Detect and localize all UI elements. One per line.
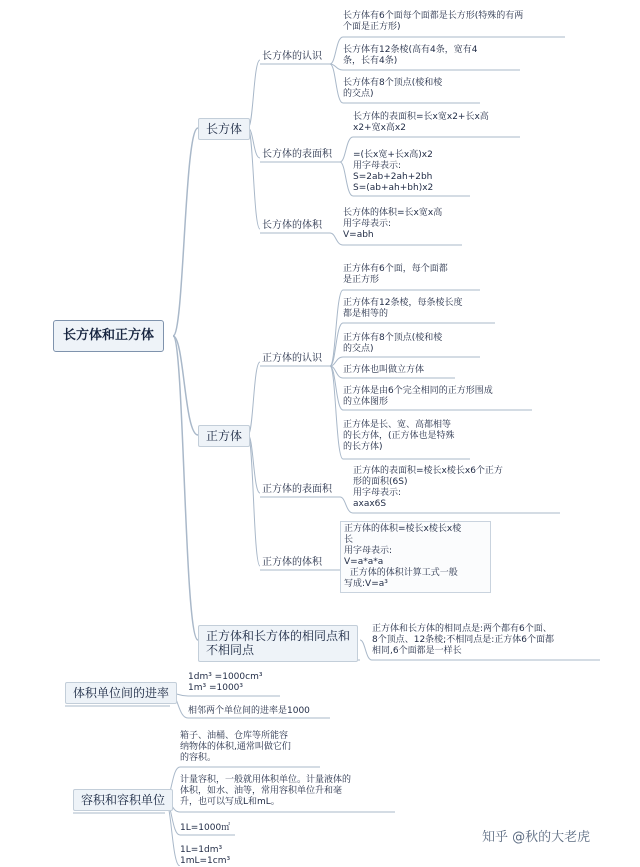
topic-cube[interactable]: 正方体 xyxy=(198,425,250,447)
leaf-note[interactable]: 1L=1dm³ 1mL=1cm³ xyxy=(180,845,231,866)
leaf-note[interactable]: 正方体和长方体的相同点是:两个都有6个面、 8个顶点、12条棱;不相同点是:正方体6个面都 相同,6个面都是一样长 xyxy=(372,624,554,656)
connector xyxy=(248,435,260,566)
root-topic[interactable]: 长方体和正方体 xyxy=(53,320,164,352)
leaf-note[interactable]: 长方体的表面积=长x宽x2+长x高 x2+宽x高x2 xyxy=(353,112,489,133)
leaf-note[interactable]: 长方体的体积=长x宽x高 用字母表示: V=abh xyxy=(343,208,443,240)
leaf-note[interactable]: 长方体有8个顶点(棱和棱 的交点) xyxy=(343,78,443,99)
connector xyxy=(340,137,353,162)
subtopic-cube-recognition[interactable]: 正方体的认识 xyxy=(262,353,322,364)
topic-volume-units[interactable]: 体积单位间的进率 xyxy=(65,682,177,704)
leaf-note[interactable]: 箱子、油桶、仓库等所能容 纳物体的体积,通常叫做它们 的容积。 xyxy=(180,731,291,763)
connector xyxy=(248,60,260,128)
leaf-note[interactable]: 正方体是长、宽、高都相等 的长方体，(正方体也是特殊 的长方体) xyxy=(343,420,455,452)
leaf-note[interactable]: 相邻两个单位间的进率是1000 xyxy=(188,706,310,716)
connector xyxy=(330,323,343,366)
connector xyxy=(340,497,353,513)
subtopic-cuboid-surface[interactable]: 长方体的表面积 xyxy=(262,149,332,160)
compare-label-line: 正方体和长方体的相同点和 xyxy=(206,629,351,643)
leaf-note[interactable]: 正方体有12条棱，每条棱长度 都是相等的 xyxy=(343,298,463,319)
watermark: 知乎 @秋的大老虎 xyxy=(482,830,591,845)
topic-compare[interactable] xyxy=(198,625,358,662)
subtopic-cube-volume[interactable]: 正方体的体积 xyxy=(262,557,322,568)
leaf-note[interactable]: 正方体有8个顶点(棱和棱 的交点) xyxy=(343,333,443,354)
subtopic-cuboid-volume[interactable]: 长方体的体积 xyxy=(262,220,322,231)
connector xyxy=(330,366,343,459)
connector xyxy=(340,162,353,196)
leaf-note[interactable]: 计量容积，一般就用体积单位。计量液体的 体积，如水、油等，常用容积单位升和毫 升，也可以写成L和mL。 xyxy=(180,775,352,807)
topic-cuboid[interactable]: 长方体 xyxy=(198,118,250,140)
leaf-note[interactable]: 正方体有6个面，每个面都 是正方形 xyxy=(343,264,448,285)
connector xyxy=(173,336,198,640)
leaf-note[interactable]: 1L=1000㎡ xyxy=(180,823,231,833)
leaf-note[interactable]: 正方体是由6个完全相同的正方形围成 的立体图形 xyxy=(343,386,493,407)
leaf-note[interactable]: 1dm³ =1000cm³ 1m³ =1000³ xyxy=(188,672,263,693)
leaf-note[interactable]: 正方体的表面积=棱长x棱长x6个正方 形的面积(6S) 用字母表示: axax6S xyxy=(353,466,503,509)
subtopic-cuboid-recognition[interactable]: 长方体的认识 xyxy=(262,51,322,62)
leaf-note[interactable]: 长方体有12条棱(高有4条，宽有4 条，长有4条) xyxy=(343,45,478,66)
connector xyxy=(248,362,260,435)
leaf-note[interactable]: 长方体有6个面每个面都是长方形(特殊的有两 个面是正方形) xyxy=(343,11,524,32)
connector xyxy=(330,37,343,64)
leaf-note[interactable]: =(长x宽+长x高)x2 用字母表示: S=2ab+2ah+2bh S=(ab+ah+bh)x2 xyxy=(353,150,434,193)
connector xyxy=(330,290,343,366)
leaf-note[interactable]: 正方体也叫做立方体 xyxy=(343,365,425,375)
connector xyxy=(360,640,372,660)
compare-label-line: 不相同点 xyxy=(206,643,255,658)
connector xyxy=(330,233,343,245)
subtopic-cube-surface[interactable]: 正方体的表面积 xyxy=(262,484,332,495)
leaf-note-boxed[interactable]: 正方体的体积=棱长x棱长x棱 长 用字母表示: V=a*a*a 正方体的体积计算工式一般 写成:V=a³ xyxy=(340,521,491,593)
topic-capacity-units[interactable]: 容积和容积单位 xyxy=(73,789,173,811)
connector xyxy=(173,128,198,336)
